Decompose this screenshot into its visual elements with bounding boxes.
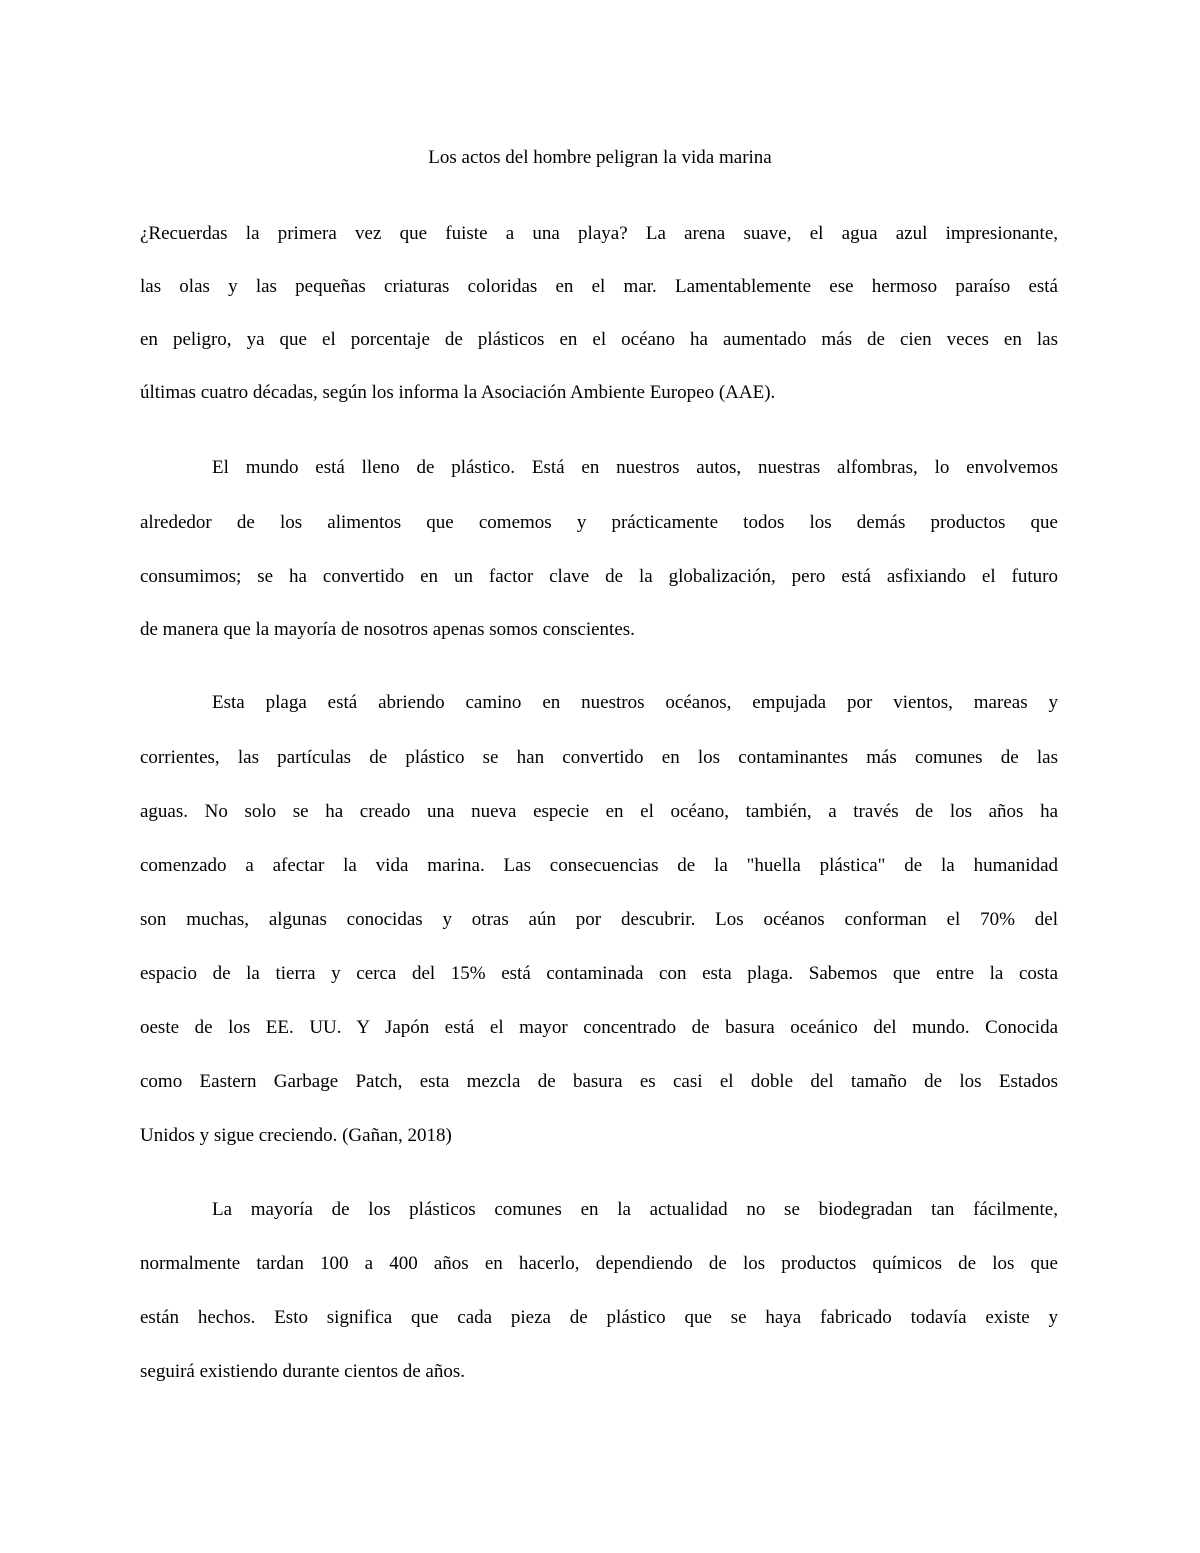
paragraph-2-line-1: El mundo está lleno de plástico. Está en nuestros autos, nuestras alfombras, lo envolvemos [212,457,1058,478]
paragraph-1-line-4: últimas cuatro décadas, según los informa la Asociación Ambiente Europeo (AAE). [140,382,776,403]
paragraph-1-line-2: las olas y las pequeñas criaturas coloridas en el mar. Lamentablemente ese hermoso paraíso está [140,276,1058,297]
paragraph-4-line-2: normalmente tardan 100 a 400 años en hacerlo, dependiendo de los productos químicos de los que [140,1253,1058,1274]
paragraph-3-line-3: aguas. No solo se ha creado una nueva especie en el océano, también, a través de los años ha [140,801,1058,822]
paragraph-4-line-3: están hechos. Esto significa que cada pieza de plástico que se haya fabricado todavía existe y [140,1307,1058,1328]
paragraph-3-line-1: Esta plaga está abriendo camino en nuestros océanos, empujada por vientos, mareas y [212,692,1058,713]
paragraph-2-line-3: consumimos; se ha convertido en un factor clave de la globalización, pero está asfixiando el futuro [140,566,1058,587]
paragraph-4-line-4: seguirá existiendo durante cientos de años. [140,1361,466,1382]
paragraph-3-line-7: oeste de los EE. UU. Y Japón está el mayor concentrado de basura oceánico del mundo. Conocida [140,1017,1058,1038]
paragraph-3-line-8: como Eastern Garbage Patch, esta mezcla de basura es casi el doble del tamaño de los Estados [140,1071,1058,1092]
paragraph-3-line-2: corrientes, las partículas de plástico se han convertido en los contaminantes más comunes de las [140,747,1058,768]
paragraph-2-line-4: de manera que la mayoría de nosotros apenas somos conscientes. [140,619,635,640]
paragraph-3-line-9: Unidos y sigue creciendo. (Gañan, 2018) [140,1125,452,1146]
paragraph-4-line-1: La mayoría de los plásticos comunes en la actualidad no se biodegradan tan fácilmente, [212,1199,1058,1220]
paragraph-2-line-2: alrededor de los alimentos que comemos y prácticamente todos los demás productos que [140,512,1058,533]
paragraph-3-line-5: son muchas, algunas conocidas y otras aún por descubrir. Los océanos conforman el 70% del [140,909,1058,930]
paragraph-1-line-1: ¿Recuerdas la primera vez que fuiste a una playa? La arena suave, el agua azul impresionante, [140,223,1058,244]
paragraph-1-line-3: en peligro, ya que el porcentaje de plásticos en el océano ha aumentado más de cien veces en las [140,329,1058,350]
document-title: Los actos del hombre peligran la vida marina [428,147,772,168]
paragraph-3-line-4: comenzado a afectar la vida marina. Las consecuencias de la "huella plástica" de la humanidad [140,855,1058,876]
paragraph-3-line-6: espacio de la tierra y cerca del 15% está contaminada con esta plaga. Sabemos que entre la costa [140,963,1058,984]
